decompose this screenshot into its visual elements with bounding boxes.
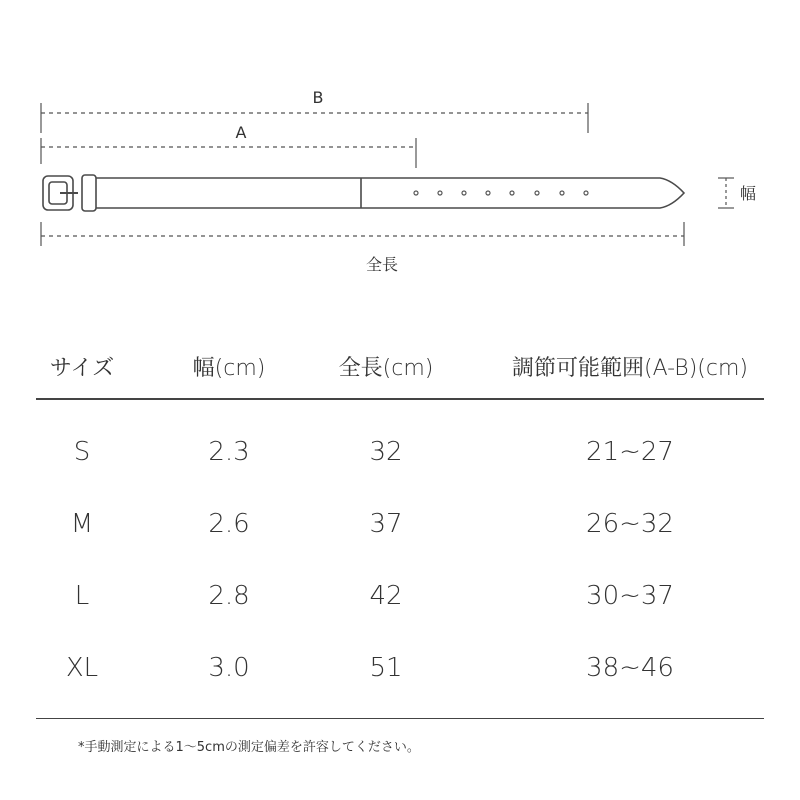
cell-range: 26~32 bbox=[586, 509, 674, 539]
cell-range: 30~37 bbox=[586, 581, 674, 611]
dimension-width-label: 幅 bbox=[740, 184, 757, 203]
header-range: 調節可能範囲(A-B)(cm) bbox=[512, 356, 748, 381]
cell-size: L bbox=[74, 581, 90, 611]
dimension-total-label: 全長 bbox=[365, 255, 399, 274]
cell-size: M bbox=[70, 509, 94, 539]
table-header-row bbox=[36, 340, 764, 400]
dimension-a bbox=[41, 138, 416, 168]
header-size: サイズ bbox=[49, 356, 115, 381]
belt-holes bbox=[414, 191, 588, 195]
belt-keeper bbox=[82, 175, 96, 211]
cell-length: 37 bbox=[369, 509, 403, 539]
dimension-a-label: A bbox=[235, 123, 247, 142]
belt-strap bbox=[96, 178, 684, 208]
cell-width: 2.8 bbox=[208, 581, 250, 611]
size-table bbox=[36, 340, 764, 704]
cell-range: 21~27 bbox=[586, 437, 674, 467]
dimension-width bbox=[718, 178, 734, 208]
table-row bbox=[36, 488, 764, 560]
cell-width: 2.6 bbox=[208, 509, 250, 539]
header-length: 全長(cm) bbox=[338, 356, 434, 381]
cell-range: 38~46 bbox=[586, 653, 674, 683]
measurement-note: *手動測定による1〜5cmの測定偏差を許容してください。 bbox=[78, 740, 420, 755]
cell-length: 42 bbox=[369, 581, 403, 611]
cell-size: XL bbox=[65, 653, 99, 683]
dimension-b bbox=[41, 103, 588, 133]
cell-width: 3.0 bbox=[208, 653, 250, 683]
table-row bbox=[36, 560, 764, 632]
cell-width: 2.3 bbox=[208, 437, 250, 467]
dimension-b-label: B bbox=[312, 88, 324, 107]
table-bottom-rule bbox=[36, 718, 764, 719]
cell-length: 51 bbox=[369, 653, 403, 683]
table-row bbox=[36, 632, 764, 704]
header-width: 幅(cm) bbox=[192, 356, 266, 381]
dimension-total bbox=[41, 222, 684, 246]
cell-length: 32 bbox=[369, 437, 403, 467]
cell-size: S bbox=[73, 437, 91, 467]
table-row bbox=[36, 416, 764, 488]
belt-diagram bbox=[0, 0, 800, 280]
